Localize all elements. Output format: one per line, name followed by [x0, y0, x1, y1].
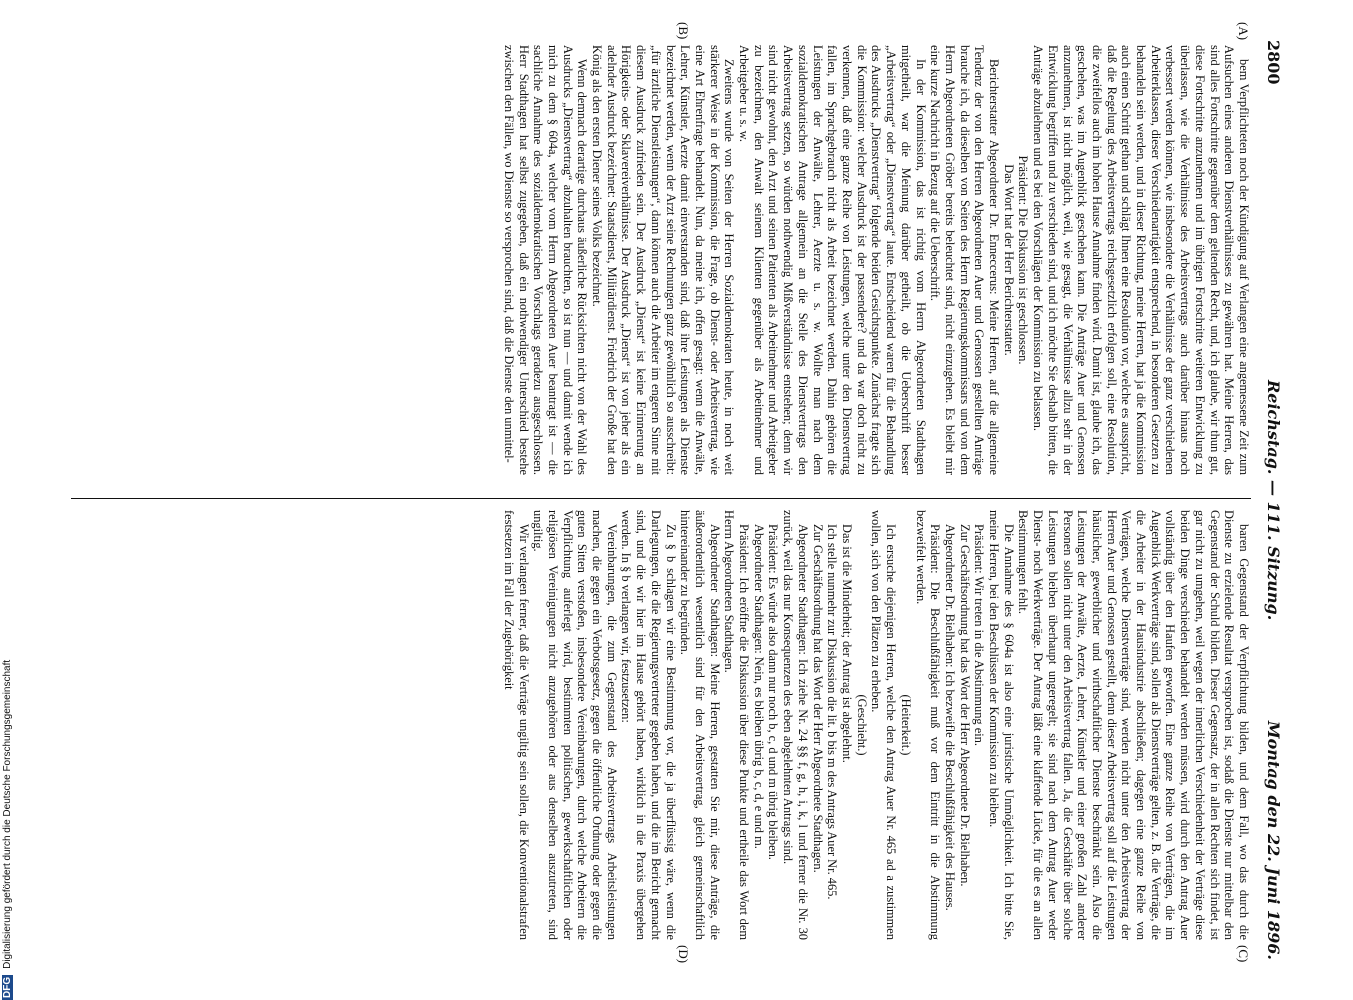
dfg-logo-icon: DFG — [2, 976, 13, 998]
left-text-column — [71, 45, 1251, 475]
margin-mark-a: (A) — [1236, 22, 1251, 41]
paragraph: Zu § b schlagen wir eine Bestimmung vor, die ja überflüssig wäre, wenn die Darlegungen, die die Regierungsvertreter gegeben haben, und die im Bericht gemacht sind, und die wir hier im Hause gehört haben, wirklich in die Praxis übergehen werden. In § b verlangen wir, festzusetzen: — [619, 510, 678, 940]
digitization-credit — [2, 10, 14, 1000]
paragraph: Wir verlangen ferner, daß die Verträge ungiltig sein sollen, die Konventionalstrafen festsetzen im Fall der Zugehörigkeit — [501, 510, 531, 940]
paragraph: Zur Geschäftsordnung hat das Wort der Herr Abgeordnete Dr. Bielhaben. — [957, 524, 972, 887]
session-title: Reichstag. — 111. Sitzung. — [1264, 380, 1283, 621]
paragraph: Wenn demnach derartige durchaus äußerliche Rücksichten nicht von der Wahl des Ausdrucks „Dienstvertrag“ abzuhalten brauchten, so ist nun — und damit wende ich mich zu dem § 604a, welcher vom Herrn Abgeordneten Auer beantragt ist — die sachliche Annahme des sozialdemokratischen Vorschlags geradezu ausgeschlossen. Herr Stadthagen hat selbst zugegeben, daß ein nothwendiger Unterschied bestehe zwischen den Fällen, wo Dienste so versprochen sind, daß die Dienste den unmittel- — [501, 45, 590, 475]
paragraph: Präsident: Es würde also dann nur noch b, c, d und m übrig bleiben. — [766, 524, 781, 860]
page-number: 2800 — [1264, 40, 1283, 85]
margin-mark-d: (D) — [676, 945, 691, 964]
margin-mark-c: (C) — [1236, 945, 1251, 963]
running-header — [1255, 40, 1283, 960]
session-date: Montag den 22. Juni 1896. — [1264, 720, 1283, 960]
paragraph: Das ist die Minderheit; der Antrag ist abgelehnt. — [840, 524, 855, 763]
paragraph: In der Kommission, das ist richtig vom Herrn Abgeordneten Stadthagen mitgetheilt, war die Meinung darüber getheilt, ob die Ueberschrift besser „Arbeitsvertrag“ oder „Dienstvertrag“ laute. Entscheidend waren für die Behandlung des Ausdrucks „Dienstvertrag“ folgende beiden Gesichtspunkte. Zunächst fragte sich die Kommission: welcher Ausdruck ist der passendere? und da war doch nicht zu verkennen, daß eine ganze Reihe von Leistungen, welche unter den Dienstvertrag fallen, im Sprachgebrauch nicht als Arbeit bezeichnet werden. Dahin gehören die Leistungen der Anwälte, Lehrer, Aerzte u. s. w. Wollte man nach dem sozialdemokratischen Antrage allgemein an die Stelle des Dienstvertrags den Arbeitsvertrag setzen, so würden nothwendig Mißverständnisse entstehen; denn wir sind nicht gewohnt, den Arzt und seinen Patienten als Arbeitnehmer und Arbeitgeber zu bezeichnen, den Anwalt seinem Klienten gegenüber als Arbeitnehmer und Arbeitgeber u. s. w. — [737, 45, 928, 475]
column-divider — [71, 498, 1251, 499]
paragraph: Zweitens wurde von Seiten der Herren Sozialdemokraten heute, in noch weit stärkerer Weise in der Kommission, die Frage, ob Dienst- oder Arbeitsvertrag, wie eine Art Ehrenfrage behandelt. Nun, da meine ich, offen gesagt: wenn die Anwälte, Lehrer, Künstler, Aerzte damit einverstanden sind, daß ihre Leistungen als Dienste bezeichnet werden, wenn der Arzt seine Rechnungen ganz gewöhnlich so ausschreibt: „für ärztliche Dienstleistungen“, dann können auch die Arbeiter im engeren Sinne mit diesem Ausdruck zufrieden sein. Der Ausdruck „Dienst“ ist keine Erinnerung an Hörigkeits- oder Sklavereiverhältnisse. Der Ausdruck „Dienst“ ist von jeher als ein adelnder Ausdruck bezeichnet: Staatsdienst, Militärdienst. Friedrich der Große hat den König als den ersten Diener seines Volks bezeichnet. — [590, 45, 737, 475]
scanned-page — [61, 22, 1291, 970]
paragraph: baren Gegenstand der Verpflichtung bilden, und dem Fall, wo das durch die Dienste zu erzielende Resultat versprochen ist, sodaß die Dienste nur mittelbar den Gegenstand der Schuld bilden. Dieser Gegensatz, der in allen Rechten sich findet, ist gar nicht zu umgehen, weil wegen der innerlichen Verschiedenheit der Verträge diese beiden Dinge verschieden behandelt werden müssen, wird durch den Antrag Auer vollständig über den Haufen geworfen. Eine ganze Reihe von Verträgen, die im Augenblick Werkverträge sind, sollen als Dienstverträge gelten, z. B. die Verträge, die die Arbeiter in der Hausindustrie abschließen; dagegen eine ganze Reihe von Verträgen, welche Dienstverträge sind, werden nicht unter den Arbeitsvertrag der Herren Auer und Genossen gestellt, denn dieser Arbeitsvertrag soll auf die Leistungen häuslicher, gewerblicher und wirthschaftlicher Dienste beschränkt sein. Also die Leistungen der Anwälte, Aerzte, Lehrer, Künstler und einer großen Zahl anderer Personen sollen nicht unter den Arbeitsvertrag fallen. Ja, die Geschäfte über solche Leistungen bleiben überhaupt ungeregelt; sie sind nach dem Antrag Auer weder Dienst- noch Werkverträge. Der Antrag läßt eine klaffende Lücke, für die es an allen Bestimmungen fehlt. — [1016, 510, 1251, 940]
paragraph: Ich stelle nunmehr zur Diskussion die lit. b bis m des Antrags Auer Nr. 465. — [825, 524, 840, 900]
paragraph: Präsident: Die Beschlußfähigkeit muß vor dem Eintritt in die Abstimmung bezweifelt werden. — [913, 510, 943, 940]
paragraph: Präsident: Wir treten in die Abstimmung ein. — [972, 524, 987, 746]
paragraph: bem Verpflichteten noch der Kündigung auf Verlangen eine angemessene Zeit zum Aufsuchen eines anderen Dienstverhältnisses zu gewähren hat. Meine Herren, das sind alles Fortschritte gegenüber dem geltenden Recht, und, ich glaube, wir thun gut, diese Fortschritte anzunehmen und im übrigen Fortschritte weiteren Entwicklung zu überlassen, wie die Verhältnisse des Arbeitsvertrags auch darüber hinaus noch verbessert werden können, wie insbesondere die Verhältnisse der ganz verschiedenen Arbeiterklassen, dieser Verschiedenartigkeit entsprechend, in besonderen Gesetzen zu behandeln sein werden, und in dieser Richtung, meine Herren, hat ja die Kommission auch einen Schritt gethan und schlägt Ihnen eine Resolution vor, welche es ausspricht, daß die Regelung des Arbeitsvertrags reichsgesetzlich erfolgen soll, eine Resolution, die zweifellos auch im hohen Hause Annahme finden wird. Damit ist, glaube ich, das geschehen, was im Augenblick geschehen kann. Die Anträge Auer und Genossen anzunehmen, ist nicht möglich, weil, wie gesagt, die Verhältnisse allzu sehr in der Entwicklung begriffen und zu verschieden sind, und ich möchte Sie deshalb bitten, die Anträge abzulehnen und es bei den Vorschlägen der Kommission zu belassen. — [1031, 45, 1251, 475]
paragraph: Berichterstatter Abgeordneter Dr. Enneccerus: Meine Herren, auf die allgemeine Tendenz der von den Herren Abgeordneten Auer und Genossen gestellten Anträge brauche ich, da dieselben von Seiten des Herrn Regierungskommissars und von dem Herrn Abgeordneten Gröber bereits beleuchtet sind, nicht einzugehen. Es bleibt mir eine kurze Nachricht in Bezug auf die Ueberschrift. — [928, 45, 1002, 475]
right-text-column — [71, 510, 1251, 940]
margin-mark-b: (B) — [676, 22, 691, 40]
paragraph: Die Annahme des § 604a ist also eine juristische Unmöglichkeit. Ich bitte Sie, meine Herren, bei den Beschlüssen der Kommission zu bleiben. — [987, 510, 1016, 940]
credit-text: Digitalisierung gefördert durch die Deutsche Forschungsgemeinschaft — [2, 659, 13, 969]
paragraph: Abgeordneter Stadthagen: Ich ziehe Nr. 24 §§ f, g, h, i, k, l und ferner die Nr. 30 zurück, weil das nur Konsequenzen des eben abgelehnten Antrags sind. — [781, 510, 810, 940]
paragraph: (Heiterkeit.) — [898, 694, 913, 756]
paragraph: Ich ersuche diejenigen Herren, welche den Antrag Auer Nr. 465 ad a zustimmen wollen, sich von den Plätzen zu erheben. — [869, 510, 899, 940]
paragraph: Abgeordneter Dr. Bielhaben: Ich bezweifle die Beschlußfähigkeit des Hauses. — [942, 524, 957, 911]
paragraph: (Geschieht.) — [854, 694, 869, 756]
paragraph: Das Wort hat der Herr Berichterstatter. — [1001, 164, 1016, 356]
paragraph: Zur Geschäftsordnung hat das Wort der Herr Abgeordnete Stadthagen. — [810, 524, 825, 873]
paragraph: Präsident: Ich eröffne die Diskussion über diese Punkte und ertheile das Wort dem Herrn Abgeordneten Stadthagen. — [722, 510, 752, 940]
paragraph: Vereinbarungen, die zum Gegenstand des Arbeitsvertrags Arbeitsleistungen machen, die gegen ein Verbotsgesetz, gegen die öffentliche Ordnung oder gegen die guten Sitten verstoßen, insbesondere Vereinbarungen, durch welche Arbeitern die Verpflichtung auferlegt wird, bestimmten politischen, gewerkschaftlichen oder religiösen Vereinigungen nicht anzugehören oder aus denselben auszutreten, sind ungiltig. — [531, 510, 619, 940]
paragraph: Präsident: Die Diskussion ist geschlossen. — [1016, 155, 1031, 365]
paragraph: Abgeordneter Stadthagen: Meine Herren, gestatten Sie mir, diese Anträge, die äußerordentlich wesentlich sind für den Arbeitsvertrag, gleich gemeinschaftlich hintereinander zu begründen. — [678, 510, 722, 940]
paragraph: Abgeordneter Stadthagen: Nein, es bleiben übrig b, c, d, e und m. — [751, 524, 766, 849]
